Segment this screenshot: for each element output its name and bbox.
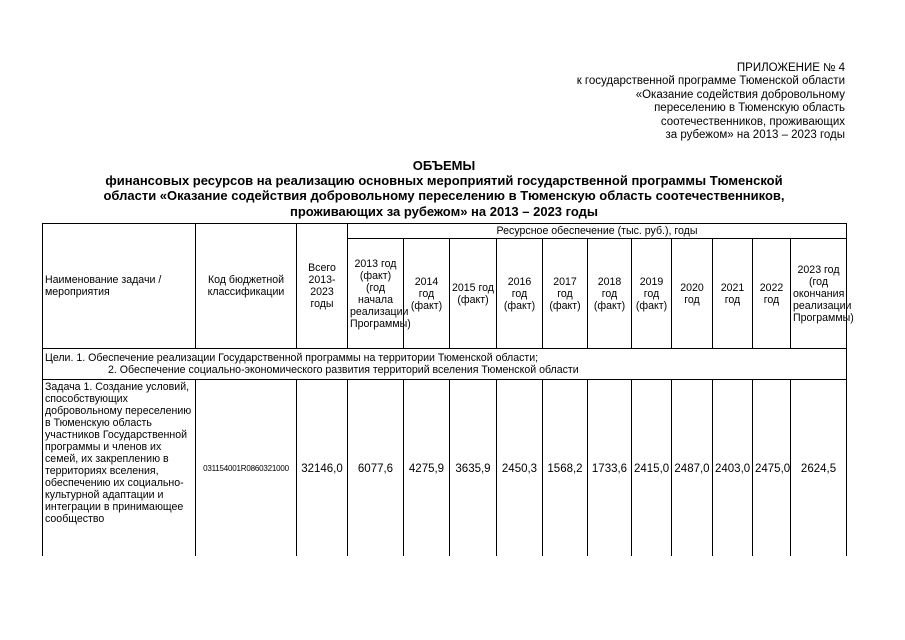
document-heading [42, 158, 846, 219]
heading-line: финансовых ресурсов на реализацию основных мероприятий государственной программы Тюменской [105, 173, 783, 189]
year-value: 6077,6 [348, 380, 404, 558]
col-header-code: Код бюджетной классификации [196, 224, 297, 349]
header-row [43, 224, 847, 239]
heading-title: ОБЪЕМЫ [412, 158, 476, 173]
goals-cell [43, 349, 847, 380]
table-row [43, 380, 847, 558]
goal-line: Цели. 1. Обеспечение реализации Государственной программы на территории Тюменской области; [45, 352, 539, 364]
year-header: 2016 год (факт) [497, 239, 543, 349]
total-value: 32146,0 [297, 380, 348, 558]
year-header: 2018 год (факт) [588, 239, 632, 349]
appendix-line: за рубежом» на 2013 – 2023 годы [665, 129, 845, 142]
year-value: 1733,6 [588, 380, 632, 558]
col-header-total: Всего 2013-2023 годы [297, 224, 348, 349]
year-value: 4275,9 [404, 380, 450, 558]
year-value: 1568,2 [543, 380, 588, 558]
year-header: 2017 год (факт) [543, 239, 588, 349]
year-header: 2013 год (факт) (год начала реализации Программы) [348, 239, 404, 349]
appendix-line: переселению в Тюменскую область [654, 102, 845, 115]
year-header: 2015 год (факт) [450, 239, 497, 349]
year-header: 2019 год (факт) [632, 239, 672, 349]
col-header-task: Наименование задачи / мероприятия [43, 224, 196, 349]
appendix-line: к государственной программе Тюменской области [576, 75, 845, 88]
year-header: 2014 год (факт) [404, 239, 450, 349]
year-value: 3635,9 [450, 380, 497, 558]
goal-line: 2. Обеспечение социально-экономического развития территорий вселения Тюменской области [108, 364, 579, 376]
resources-table [42, 223, 854, 558]
appendix-line: ПРИЛОЖЕНИЕ № 4 [736, 62, 845, 74]
resources-header: Ресурсное обеспечение (тыс. руб.), годы [348, 224, 847, 239]
task-name: Задача 1. Создание условий, способствующих добровольному переселению в Тюменскую область участников Государственной программы и членов их семей, их закреплению в территориях вселения, обеспечению их социально-культурной адаптации и интеграции в принимающее сообщество [43, 380, 196, 558]
appendix-line: соотечественников, проживающих [660, 115, 845, 128]
heading-line: области «Оказание содействия добровольному переселению в Тюменскую область соотечественников, [103, 188, 785, 204]
year-header: 2023 год (год окончания реализации Программы) [791, 239, 847, 349]
year-value: 2450,3 [497, 380, 543, 558]
page-cutoff [0, 556, 905, 640]
year-value: 2415,0 [632, 380, 672, 558]
year-value: 2487,0 [672, 380, 713, 558]
budget-code: 031154001R0860321000 [196, 380, 297, 558]
year-value: 2624,5 [791, 380, 847, 558]
year-header: 2020 год [672, 239, 713, 349]
heading-line: проживающих за рубежом» на 2013 – 2023 годы [289, 203, 599, 219]
year-value: 2403,0 [713, 380, 753, 558]
year-value: 2475,0 [753, 380, 791, 558]
appendix-block [505, 62, 845, 142]
year-header: 2021 год [713, 239, 753, 349]
goals-row [43, 349, 847, 380]
year-header: 2022 год [753, 239, 791, 349]
appendix-line: «Оказание содействия добровольному [635, 88, 845, 101]
